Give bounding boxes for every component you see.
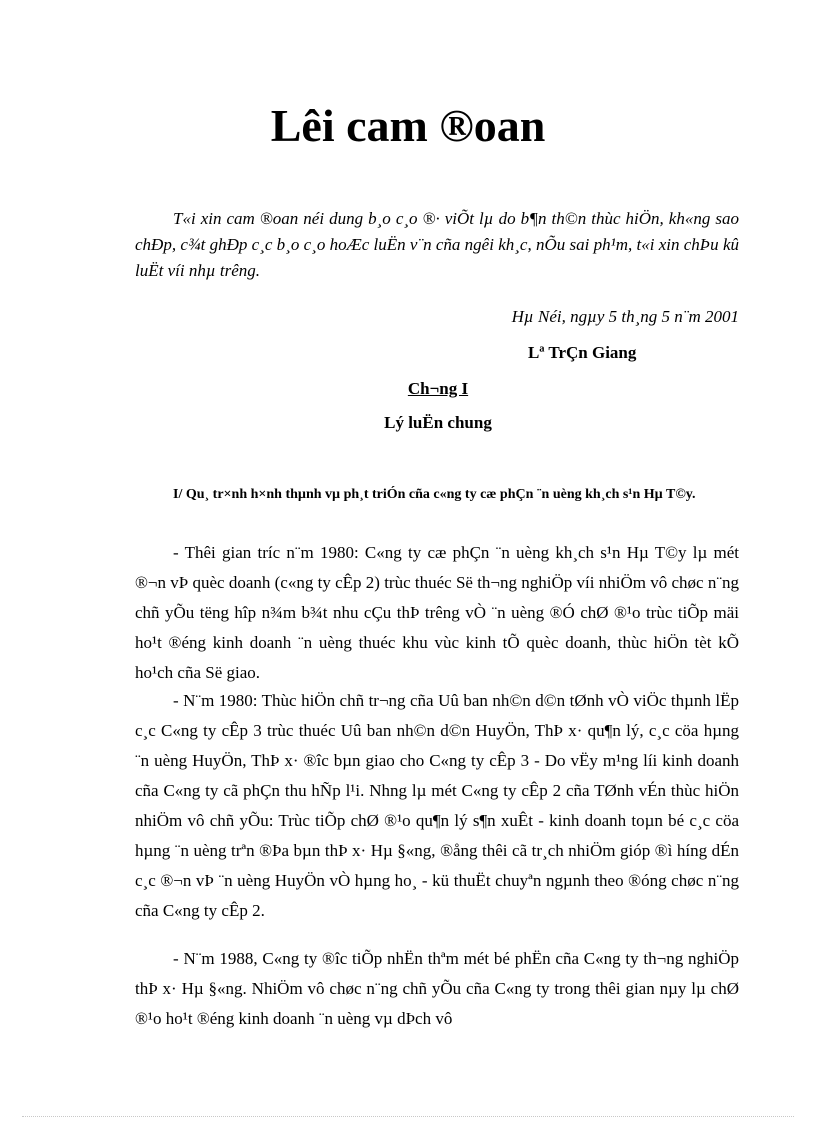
body-paragraph: - N¨m 1988, C«ng ty ®îc tiÕp nhËn thªm mét bé phËn cña C«ng ty th¬ng nghiÖp thÞ x· Hµ §«ng. NhiÖm vô chøc n¨ng chñ yÕu cña C«ng ty trong thêi gian nµy lµ chØ ®¹o ho¹t ®éng kinh doanh ¨n uèng vµ dÞch vô <box>135 949 739 1028</box>
declaration-paragraph: T«i xin cam ®oan néi dung b¸o c¸o ®· viÕt lµ do b¶n th©n thùc hiÖn, kh«ng sao chÐp, c¾t ghÐp c¸c b¸o c¸o hoÆc luËn v¨n cña ngêi kh¸c, nÕu sai ph¹m, t«i xin chÞu kû luËt víi nhµ trêng. <box>135 209 739 280</box>
body-paragraph: - N¨m 1980: Thùc hiÖn chñ tr¬ng cña Uû ban nh©n d©n tØnh vÒ viÖc thµnh lËp c¸c C«ng ty cÊp 3 trùc thuéc Uû ban nh©n d©n HuyÖn, ThÞ x· qu¶n lý, c¸c cöa hµng ¨n uèng HuyÖn, ThÞ x· ®îc bµn giao cho C«ng ty cÊp 3 - Do vËy m¹ng líi kinh doanh cña C«ng ty cã phÇn thu hÑp l¹i. Nhng lµ mét C«ng ty cÊp 2 cña TØnh vÉn thùc hiÖn nhiÖm vô chñ yÕu: Trùc tiÕp chØ ®¹o qu¶n lý s¶n xuÊt - kinh doanh toµn bé c¸c cöa hµng ¨n uèng trªn ®Þa bµn thÞ x· Hµ §«ng, ®ång thêi cã tr¸ch nhiÖm gióp ®ì híng dÉn c¸c ®¬n vÞ ¨n uèng HuyÖn vÒ hµng ho¸ - kü thuËt chuyªn ngµnh theo ®óng chøc n¨ng cña C«ng ty cÊp 2. <box>135 691 739 920</box>
chapter-heading: Ch¬ng I <box>407 379 469 398</box>
page-title: Lêi cam ®oan <box>270 100 546 151</box>
section-heading: I/ Qu¸ tr×nh h×nh thµnh vµ ph¸t triÓn cña c«ng ty cæ phÇn ¨n uèng kh¸ch s¹n Hµ T©y. <box>173 487 696 502</box>
place-date: Hµ Néi, ngµy 5 th¸ng 5 n¨m 2001 <box>511 307 739 326</box>
page-bottom-rule <box>22 1116 794 1117</box>
chapter-subtitle: Lý luËn chung <box>384 413 492 432</box>
body-paragraph: - Thêi gian tríc n¨m 1980: C«ng ty cæ phÇn ¨n uèng kh¸ch s¹n Hµ T©y lµ mét ®¬n vÞ quèc doanh (c«ng ty cÊp 2) trùc thuéc Së th¬ng nghiÖp víi nhiÖm vô chøc n¨ng chñ yÕu tëng hîp n¾m b¾t nhu cÇu thÞ trêng vÒ ¨n uèng ®Ó chØ ®¹o trùc tiÕp mäi ho¹t ®éng kinh doanh ¨n uèng thuéc khu vùc kinh tÕ quèc doanh, thùc hiÖn tèt kÕ ho¹ch cña Së giao. <box>135 543 739 682</box>
author-name: Lª TrÇn Giang <box>528 343 637 362</box>
